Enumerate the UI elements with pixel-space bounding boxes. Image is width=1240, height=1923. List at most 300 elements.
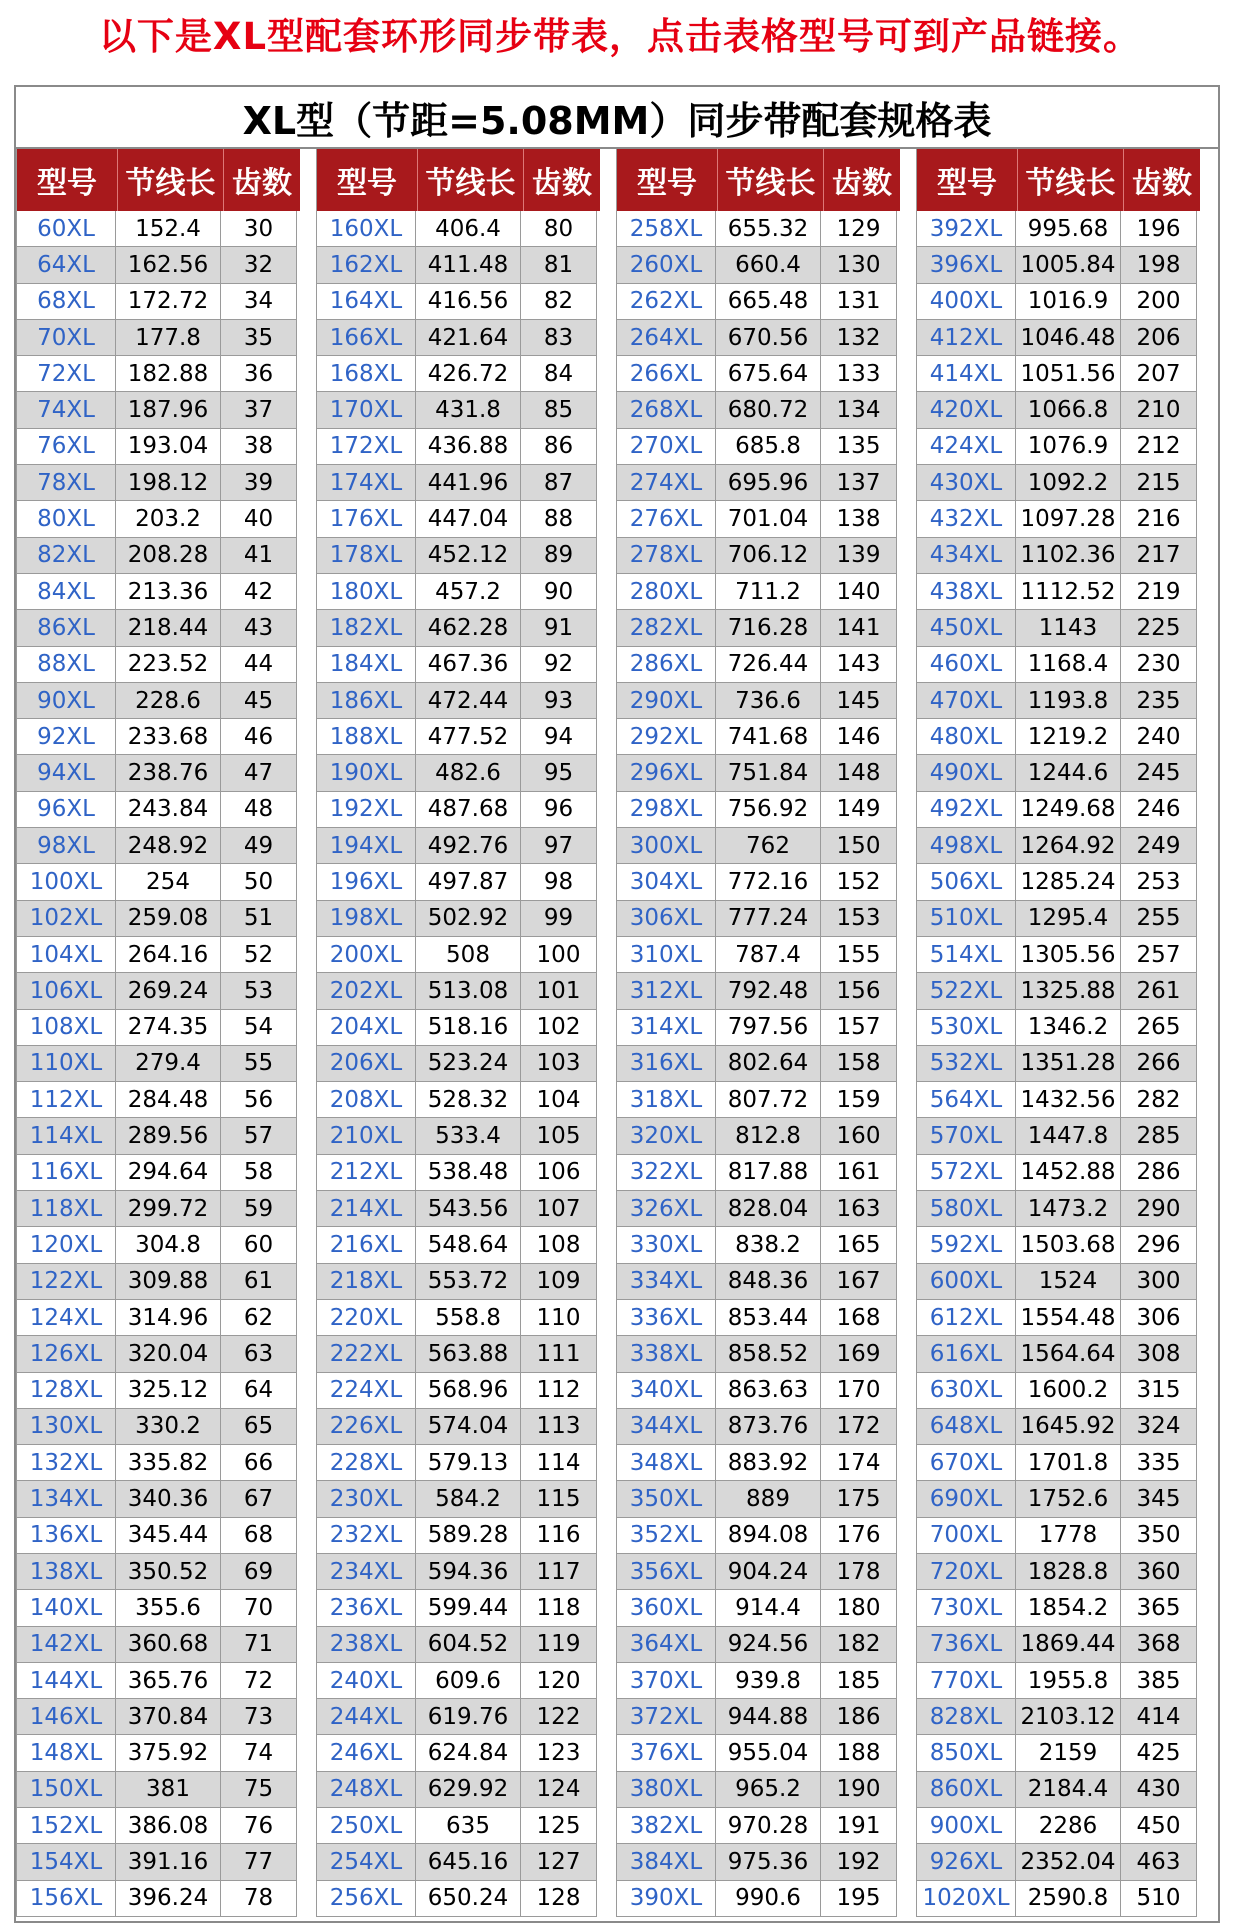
model-link[interactable]: 142XL [16,1627,116,1663]
teeth-cell: 74 [221,1735,297,1771]
model-link[interactable]: 278XL [616,538,716,574]
model-link[interactable]: 198XL [316,901,416,937]
model-link[interactable]: 580XL [916,1191,1016,1227]
model-link[interactable]: 64XL [16,247,116,283]
model-link[interactable]: 140XL [16,1590,116,1626]
model-link[interactable]: 130XL [16,1409,116,1445]
model-link[interactable]: 318XL [616,1082,716,1118]
model-link[interactable]: 470XL [916,683,1016,719]
pitch-length-cell: 1564.64 [1016,1336,1121,1372]
model-link[interactable]: 260XL [616,247,716,283]
model-link[interactable]: 208XL [316,1082,416,1118]
model-link[interactable]: 412XL [916,320,1016,356]
table-row [916,284,1200,320]
table-row [316,1191,600,1227]
pitch-length-cell: 391.16 [116,1844,221,1880]
table-row [616,937,900,973]
pitch-length-cell: 741.68 [716,719,821,755]
model-link[interactable]: 210XL [316,1118,416,1154]
model-link[interactable]: 320XL [616,1118,716,1154]
pitch-length-cell: 624.84 [416,1735,521,1771]
model-link[interactable]: 600XL [916,1264,1016,1300]
teeth-cell: 195 [821,1881,897,1917]
teeth-cell: 39 [221,465,297,501]
model-link[interactable]: 314XL [616,1010,716,1046]
table-row [16,356,300,392]
model-link[interactable]: 336XL [616,1300,716,1336]
teeth-cell: 120 [521,1663,597,1699]
model-link[interactable]: 228XL [316,1445,416,1481]
model-link[interactable]: 174XL [316,465,416,501]
teeth-cell: 77 [221,1844,297,1880]
model-link[interactable]: 498XL [916,828,1016,864]
model-link[interactable]: 298XL [616,792,716,828]
pitch-length-cell: 243.84 [116,792,221,828]
model-link[interactable]: 510XL [916,901,1016,937]
pitch-length-cell: 1701.8 [1016,1445,1121,1481]
model-link[interactable]: 164XL [316,284,416,320]
model-link[interactable]: 300XL [616,828,716,864]
model-link[interactable]: 352XL [616,1518,716,1554]
model-link[interactable]: 218XL [316,1264,416,1300]
table-row [316,574,600,610]
model-link[interactable]: 700XL [916,1518,1016,1554]
model-link[interactable]: 188XL [316,719,416,755]
model-link[interactable]: 74XL [16,392,116,428]
pitch-length-cell: 863.63 [716,1373,821,1409]
teeth-cell: 315 [1121,1373,1197,1409]
model-link[interactable]: 224XL [316,1373,416,1409]
model-link[interactable]: 124XL [16,1300,116,1336]
table-row [16,610,300,646]
model-link[interactable]: 522XL [916,973,1016,1009]
model-link[interactable]: 268XL [616,392,716,428]
model-link[interactable]: 338XL [616,1336,716,1372]
teeth-cell: 430 [1121,1772,1197,1808]
table-row [16,683,300,719]
pitch-length-cell: 1168.4 [1016,647,1121,683]
table-row [16,1699,300,1735]
model-link[interactable]: 564XL [916,1082,1016,1118]
model-link[interactable]: 82XL [16,538,116,574]
table-row [916,1227,1200,1263]
model-link[interactable]: 154XL [16,1844,116,1880]
model-link[interactable]: 282XL [616,610,716,646]
model-link[interactable]: 506XL [916,864,1016,900]
model-link[interactable]: 276XL [616,501,716,537]
teeth-cell: 186 [821,1699,897,1735]
model-link[interactable]: 926XL [916,1844,1016,1880]
header-teeth: 齿数 [832,166,892,201]
teeth-cell: 44 [221,647,297,683]
model-link[interactable]: 420XL [916,392,1016,428]
model-link[interactable]: 648XL [916,1409,1016,1445]
model-link[interactable]: 572XL [916,1155,1016,1191]
model-link[interactable]: 108XL [16,1010,116,1046]
model-link[interactable]: 340XL [616,1373,716,1409]
model-link[interactable]: 414XL [916,356,1016,392]
table-row [916,937,1200,973]
model-link[interactable]: 92XL [16,719,116,755]
pitch-length-cell: 416.56 [416,284,521,320]
model-link[interactable]: 76XL [16,429,116,465]
teeth-cell: 47 [221,755,297,791]
model-link[interactable]: 616XL [916,1336,1016,1372]
pitch-length-cell: 711.2 [716,574,821,610]
model-link[interactable]: 176XL [316,501,416,537]
model-link[interactable]: 570XL [916,1118,1016,1154]
model-link[interactable]: 360XL [616,1590,716,1626]
table-row [16,1881,300,1917]
model-link[interactable]: 96XL [16,792,116,828]
header-teeth: 齿数 [1132,166,1192,201]
table-row [316,1409,600,1445]
model-link[interactable]: 170XL [316,392,416,428]
model-link[interactable]: 68XL [16,284,116,320]
pitch-length-cell: 1955.8 [1016,1663,1121,1699]
pitch-length-cell: 264.16 [116,937,221,973]
teeth-cell: 176 [821,1518,897,1554]
pitch-length-cell: 1346.2 [1016,1010,1121,1046]
model-link[interactable]: 392XL [916,211,1016,247]
model-link[interactable]: 60XL [16,211,116,247]
model-link[interactable]: 730XL [916,1590,1016,1626]
teeth-cell: 182 [821,1627,897,1663]
model-link[interactable]: 400XL [916,284,1016,320]
model-link[interactable]: 490XL [916,755,1016,791]
model-link[interactable]: 162XL [316,247,416,283]
model-link[interactable]: 460XL [916,647,1016,683]
model-link[interactable]: 382XL [616,1808,716,1844]
model-link[interactable]: 274XL [616,465,716,501]
model-link[interactable]: 98XL [16,828,116,864]
teeth-cell: 60 [221,1227,297,1263]
model-link[interactable]: 110XL [16,1046,116,1082]
model-link[interactable]: 180XL [316,574,416,610]
model-link[interactable]: 236XL [316,1590,416,1626]
model-link[interactable]: 186XL [316,683,416,719]
model-link[interactable]: 390XL [616,1881,716,1917]
model-link[interactable]: 828XL [916,1699,1016,1735]
teeth-cell: 192 [821,1844,897,1880]
model-link[interactable]: 120XL [16,1227,116,1263]
model-link[interactable]: 850XL [916,1735,1016,1771]
table-row [916,1663,1200,1699]
teeth-cell: 141 [821,610,897,646]
pitch-length-cell: 695.96 [716,465,821,501]
model-link[interactable]: 72XL [16,356,116,392]
pitch-length-cell: 574.04 [416,1409,521,1445]
model-link[interactable]: 612XL [916,1300,1016,1336]
table-blocks [16,149,1218,1917]
model-link[interactable]: 1020XL [916,1881,1016,1917]
teeth-cell: 245 [1121,755,1197,791]
model-link[interactable]: 132XL [16,1445,116,1481]
model-link[interactable]: 84XL [16,574,116,610]
model-link[interactable]: 306XL [616,901,716,937]
model-link[interactable]: 212XL [316,1155,416,1191]
table-row [916,1772,1200,1808]
header-model: 型号 [316,149,418,211]
teeth-cell: 190 [821,1772,897,1808]
teeth-cell: 286 [1121,1155,1197,1191]
model-link[interactable]: 344XL [616,1409,716,1445]
model-link[interactable]: 122XL [16,1264,116,1300]
pitch-length-cell: 213.36 [116,574,221,610]
teeth-cell: 210 [1121,392,1197,428]
table-row [616,1010,900,1046]
table-row [316,1772,600,1808]
model-link[interactable]: 530XL [916,1010,1016,1046]
pitch-length-cell: 1076.9 [1016,429,1121,465]
model-link[interactable]: 720XL [916,1554,1016,1590]
table-row [616,1155,900,1191]
model-link[interactable]: 670XL [916,1445,1016,1481]
pitch-length-cell: 411.48 [416,247,521,283]
model-link[interactable]: 736XL [916,1627,1016,1663]
pitch-length-cell: 1503.68 [1016,1227,1121,1263]
model-link[interactable]: 290XL [616,683,716,719]
table-row [616,1409,900,1445]
model-link[interactable]: 304XL [616,864,716,900]
model-link[interactable]: 376XL [616,1735,716,1771]
teeth-cell: 53 [221,973,297,1009]
model-link[interactable]: 250XL [316,1808,416,1844]
model-link[interactable]: 196XL [316,864,416,900]
model-link[interactable]: 264XL [616,320,716,356]
model-link[interactable]: 78XL [16,465,116,501]
model-link[interactable]: 222XL [316,1336,416,1372]
table-row [616,1300,900,1336]
model-link[interactable]: 310XL [616,937,716,973]
pitch-length-cell: 609.6 [416,1663,521,1699]
teeth-cell: 64 [221,1373,297,1409]
pitch-length-cell: 817.88 [716,1155,821,1191]
model-link[interactable]: 356XL [616,1554,716,1590]
model-link[interactable]: 134XL [16,1481,116,1517]
model-link[interactable]: 240XL [316,1663,416,1699]
model-link[interactable]: 234XL [316,1554,416,1590]
model-link[interactable]: 194XL [316,828,416,864]
pitch-length-cell: 304.8 [116,1227,221,1263]
teeth-cell: 137 [821,465,897,501]
teeth-cell: 235 [1121,683,1197,719]
model-link[interactable]: 118XL [16,1191,116,1227]
pitch-length-cell: 838.2 [716,1227,821,1263]
model-link[interactable]: 190XL [316,755,416,791]
model-link[interactable]: 370XL [616,1663,716,1699]
table-row [916,574,1200,610]
model-link[interactable]: 258XL [616,211,716,247]
model-link[interactable]: 280XL [616,574,716,610]
model-link[interactable]: 152XL [16,1808,116,1844]
model-link[interactable]: 248XL [316,1772,416,1808]
teeth-cell: 188 [821,1735,897,1771]
model-link[interactable]: 900XL [916,1808,1016,1844]
model-link[interactable]: 322XL [616,1155,716,1191]
table-row [16,1808,300,1844]
model-link[interactable]: 266XL [616,356,716,392]
model-link[interactable]: 86XL [16,610,116,646]
pitch-length-cell: 904.24 [716,1554,821,1590]
teeth-cell: 92 [521,647,597,683]
pitch-length-cell: 802.64 [716,1046,821,1082]
model-link[interactable]: 532XL [916,1046,1016,1082]
pitch-length-cell: 579.13 [416,1445,521,1481]
model-link[interactable]: 238XL [316,1627,416,1663]
model-link[interactable]: 206XL [316,1046,416,1082]
model-link[interactable]: 102XL [16,901,116,937]
pitch-length-cell: 1869.44 [1016,1627,1121,1663]
model-link[interactable]: 316XL [616,1046,716,1082]
table-row [16,1518,300,1554]
model-link[interactable]: 372XL [616,1699,716,1735]
teeth-cell: 216 [1121,501,1197,537]
model-link[interactable]: 138XL [16,1554,116,1590]
model-link[interactable]: 216XL [316,1227,416,1263]
model-link[interactable]: 166XL [316,320,416,356]
model-link[interactable]: 432XL [916,501,1016,537]
model-link[interactable]: 168XL [316,356,416,392]
model-link[interactable]: 438XL [916,574,1016,610]
model-link[interactable]: 592XL [916,1227,1016,1263]
table-row [16,828,300,864]
model-link[interactable]: 90XL [16,683,116,719]
table-row [16,320,300,356]
model-link[interactable]: 136XL [16,1518,116,1554]
model-link[interactable]: 192XL [316,792,416,828]
model-link[interactable]: 262XL [616,284,716,320]
model-link[interactable]: 430XL [916,465,1016,501]
model-link[interactable]: 384XL [616,1844,716,1880]
table-row [316,683,600,719]
teeth-cell: 140 [821,574,897,610]
model-link[interactable]: 220XL [316,1300,416,1336]
table-row [16,211,300,247]
table-row [316,1082,600,1118]
table-row [16,755,300,791]
table-row [16,1445,300,1481]
model-link[interactable]: 126XL [16,1336,116,1372]
model-link[interactable]: 204XL [316,1010,416,1046]
model-link[interactable]: 200XL [316,937,416,973]
model-link[interactable]: 226XL [316,1409,416,1445]
model-link[interactable]: 348XL [616,1445,716,1481]
model-link[interactable]: 286XL [616,647,716,683]
model-link[interactable]: 146XL [16,1699,116,1735]
model-link[interactable]: 150XL [16,1772,116,1808]
model-link[interactable]: 144XL [16,1663,116,1699]
model-link[interactable]: 178XL [316,538,416,574]
model-link[interactable]: 70XL [16,320,116,356]
model-link[interactable]: 244XL [316,1699,416,1735]
model-link[interactable]: 296XL [616,755,716,791]
model-link[interactable]: 450XL [916,610,1016,646]
model-link[interactable]: 292XL [616,719,716,755]
model-link[interactable]: 88XL [16,647,116,683]
model-link[interactable]: 148XL [16,1735,116,1771]
table-row [316,1300,600,1336]
model-link[interactable]: 630XL [916,1373,1016,1409]
model-link[interactable]: 312XL [616,973,716,1009]
model-link[interactable]: 326XL [616,1191,716,1227]
model-link[interactable]: 156XL [16,1881,116,1917]
model-link[interactable]: 202XL [316,973,416,1009]
model-link[interactable]: 230XL [316,1481,416,1517]
pitch-length-cell: 670.56 [716,320,821,356]
teeth-cell: 463 [1121,1844,1197,1880]
model-link[interactable]: 330XL [616,1227,716,1263]
model-link[interactable]: 160XL [316,211,416,247]
page-banner: 以下是XL型配套环形同步带表，点击表格型号可到产品链接。 [98,15,1142,58]
teeth-cell: 132 [821,320,897,356]
model-link[interactable]: 172XL [316,429,416,465]
model-link[interactable]: 80XL [16,501,116,537]
model-link[interactable]: 114XL [16,1118,116,1154]
model-link[interactable]: 514XL [916,937,1016,973]
model-link[interactable]: 424XL [916,429,1016,465]
table-row [316,1010,600,1046]
model-link[interactable]: 104XL [16,937,116,973]
model-link[interactable]: 270XL [616,429,716,465]
teeth-cell: 128 [521,1881,597,1917]
model-link[interactable]: 116XL [16,1155,116,1191]
model-link[interactable]: 214XL [316,1191,416,1227]
teeth-cell: 212 [1121,429,1197,465]
model-link[interactable]: 128XL [16,1373,116,1409]
table-row [616,792,900,828]
model-link[interactable]: 434XL [916,538,1016,574]
model-link[interactable]: 770XL [916,1663,1016,1699]
model-link[interactable]: 256XL [316,1881,416,1917]
table-row [616,247,900,283]
table-row [616,1227,900,1263]
model-link[interactable]: 334XL [616,1264,716,1300]
table-row [16,719,300,755]
model-link[interactable]: 254XL [316,1844,416,1880]
pitch-length-cell: 335.82 [116,1445,221,1481]
model-link[interactable]: 492XL [916,792,1016,828]
model-link[interactable]: 106XL [16,973,116,1009]
model-link[interactable]: 246XL [316,1735,416,1771]
model-link[interactable]: 396XL [916,247,1016,283]
model-link[interactable]: 860XL [916,1772,1016,1808]
model-link[interactable]: 690XL [916,1481,1016,1517]
model-link[interactable]: 112XL [16,1082,116,1118]
model-link[interactable]: 182XL [316,610,416,646]
model-link[interactable]: 100XL [16,864,116,900]
model-link[interactable]: 350XL [616,1481,716,1517]
model-link[interactable]: 184XL [316,647,416,683]
model-link[interactable]: 232XL [316,1518,416,1554]
model-link[interactable]: 364XL [616,1627,716,1663]
table-row [616,901,900,937]
pitch-length-cell: 162.56 [116,247,221,283]
table-row [916,1300,1200,1336]
table-block-1 [16,149,300,1917]
table-row [616,1663,900,1699]
model-link[interactable]: 380XL [616,1772,716,1808]
table-row [916,828,1200,864]
teeth-cell: 85 [521,392,597,428]
table-row [316,1118,600,1154]
model-link[interactable]: 94XL [16,755,116,791]
pitch-length-cell: 482.6 [416,755,521,791]
model-link[interactable]: 480XL [916,719,1016,755]
table-row [916,1881,1200,1917]
pitch-length-cell: 558.8 [416,1300,521,1336]
table-row [616,683,900,719]
